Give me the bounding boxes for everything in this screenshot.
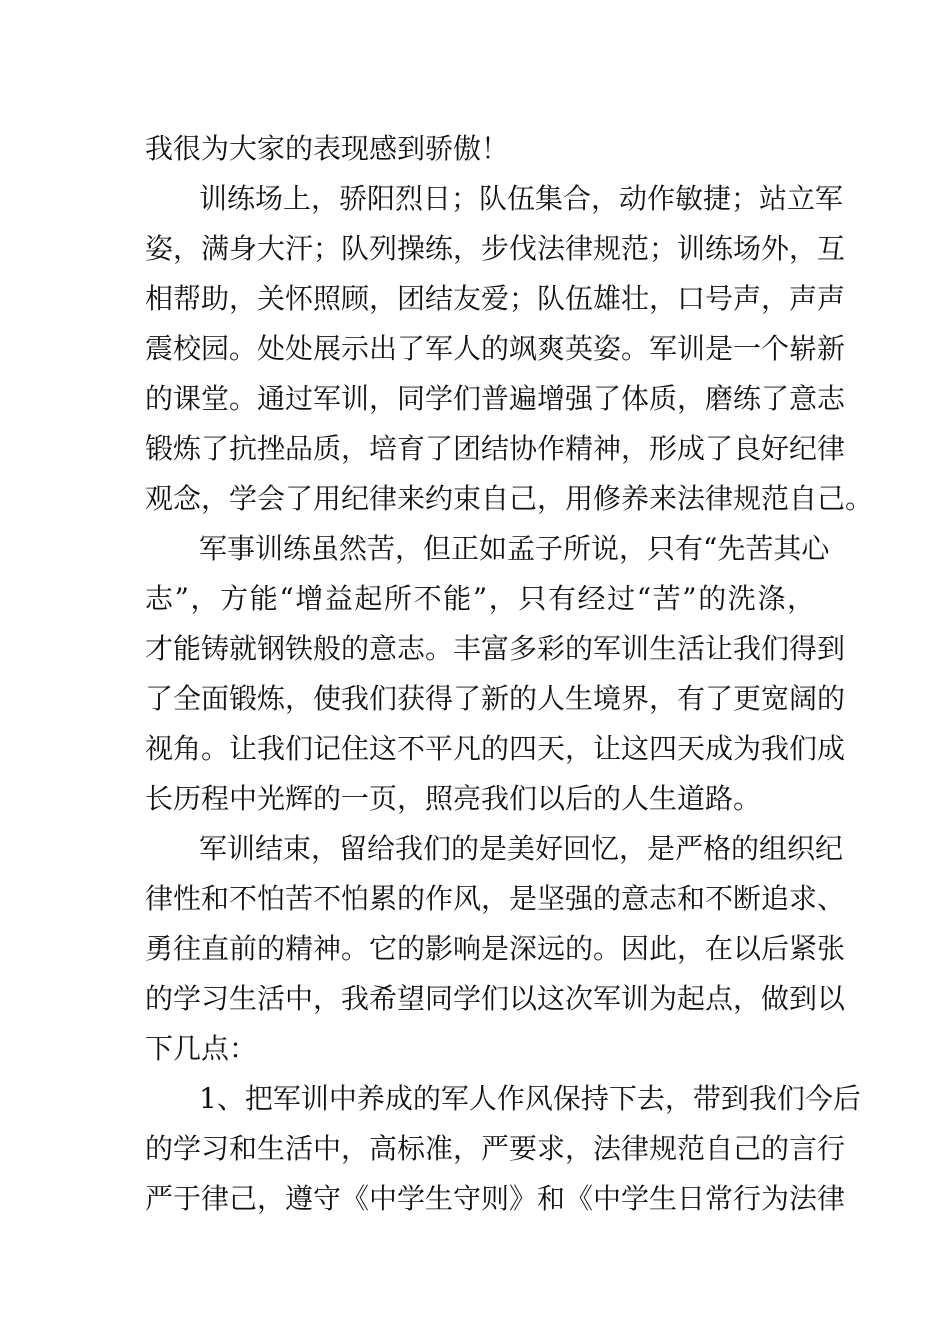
text-line: 志”，方能“增益起所不能”，只有经过“苦”的洗涤， — [145, 582, 815, 615]
text-line: 了全面锻炼，使我们获得了新的人生境界，有了更宽阔的 — [145, 682, 846, 715]
text-line: 长历程中光辉的一页，照亮我们以后的人生道路。 — [145, 782, 762, 815]
text-line: 的学习生活中，我希望同学们以这次军训为起点，做到以 — [145, 982, 846, 1015]
text-line: 律性和不怕苦不怕累的作风，是坚强的意志和不断追求、 — [145, 882, 846, 915]
text-line: 军事训练虽然苦，但正如孟子所说，只有“先苦其心 — [199, 532, 830, 565]
text-line: 军训结束，留给我们的是美好回忆，是严格的组织纪 — [199, 832, 844, 865]
text-line: 观念，学会了用纪律来约束自己，用修养来法律规范自己。 — [145, 482, 874, 515]
text-line: 的学习和生活中，高标准，严要求，法律规范自己的言行 — [145, 1132, 846, 1165]
text-line: 1、把军训中养成的军人作风保持下去，带到我们今后 — [199, 1082, 861, 1115]
text-line: 勇往直前的精神。它的影响是深远的。因此，在以后紧张 — [145, 932, 846, 965]
text-line: 相帮助，关怀照顾，团结友爱；队伍雄壮，口号声，声声 — [145, 282, 846, 315]
text-line: 视角。让我们记住这不平凡的四天，让这四天成为我们成 — [145, 732, 846, 765]
text-line: 震校园。处处展示出了军人的飒爽英姿。军训是一个崭新 — [145, 332, 846, 365]
text-line: 严于律己，遵守《中学生守则》和《中学生日常行为法律 — [145, 1182, 846, 1215]
text-line: 姿，满身大汗；队列操练，步伐法律规范；训练场外，互 — [145, 232, 846, 265]
text-line: 才能铸就钢铁般的意志。丰富多彩的军训生活让我们得到 — [145, 632, 846, 665]
text-line: 锻炼了抗挫品质，培育了团结协作精神，形成了良好纪律 — [145, 432, 846, 465]
text-line: 训练场上，骄阳烈日；队伍集合，动作敏捷；站立军 — [199, 182, 844, 215]
text-line: 我很为大家的表现感到骄傲！ — [145, 132, 510, 165]
text-line: 的课堂。通过军训，同学们普遍增强了体质，磨练了意志 — [145, 382, 846, 415]
text-line: 下几点： — [145, 1032, 258, 1065]
